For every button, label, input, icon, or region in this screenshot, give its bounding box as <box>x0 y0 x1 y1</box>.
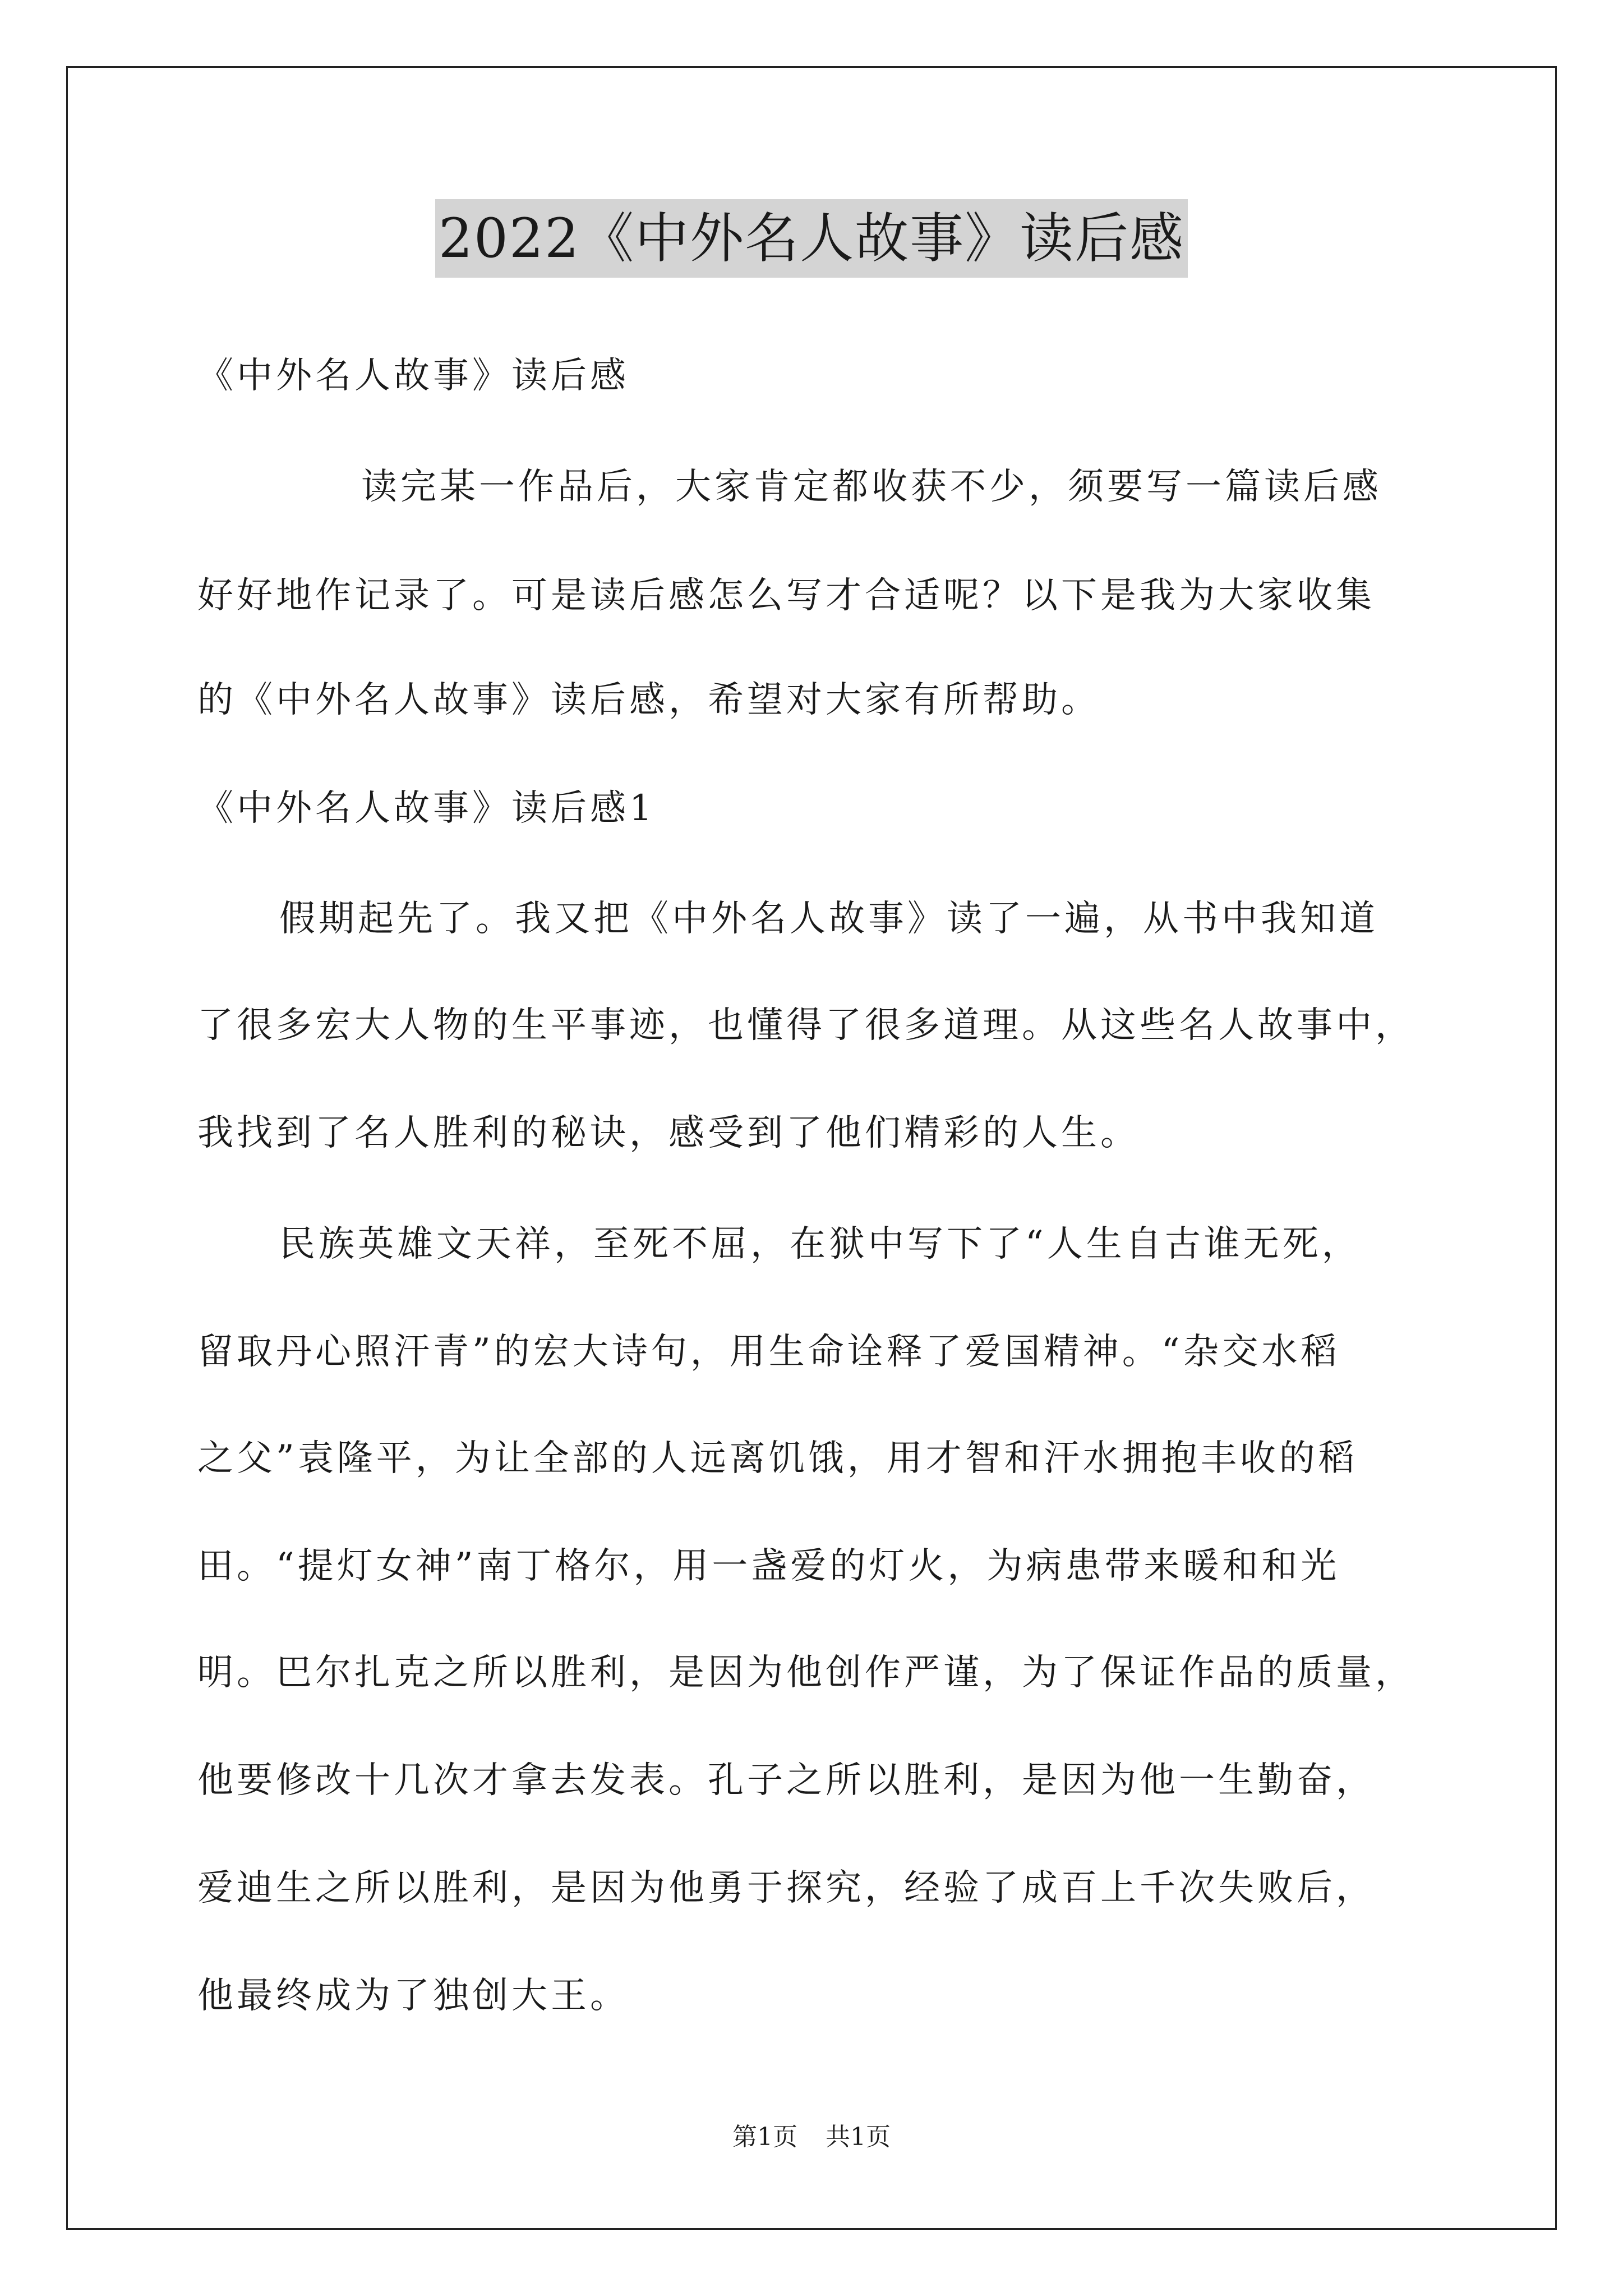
title-container <box>0 199 1623 278</box>
intro-line-3: 的《中外名人故事》读后感，希望对大家有所帮助。 <box>197 679 1100 721</box>
para2-line-3: 之父”袁隆平，为让全部的人远离饥饿，用才智和汗水拥抱丰收的稻 <box>197 1438 1358 1479</box>
heading-1: 《中外名人故事》读后感1 <box>197 788 656 829</box>
document-title: 2022《中外名人故事》读后感 <box>435 199 1188 278</box>
para2-line-4: 田。“提灯女神”南丁格尔，用一盏爱的灯火，为病患带来暖和和光 <box>197 1545 1340 1587</box>
intro-line-1: 读完某一作品后，大家肯定都收获不少，须要写一篇读后感 <box>361 466 1382 508</box>
para2-line-2: 留取丹心照汗青”的宏大诗句，用生命诠释了爱国精神。“杂交水稻 <box>197 1331 1340 1373</box>
page-number-current: 第1页 <box>732 2123 797 2151</box>
page-number-total: 共1页 <box>826 2123 891 2151</box>
para1-line-1: 假期起先了。我又把《中外名人故事》读了一遍，从书中我知道 <box>279 898 1378 940</box>
para2-line-6: 他要修改十几次才拿去发表。孔子之所以胜利，是因为他一生勤奋， <box>197 1760 1375 1801</box>
heading-intro: 《中外名人故事》读后感 <box>197 355 629 397</box>
page-footer <box>0 2120 1623 2154</box>
para2-line-1: 民族英雄文天祥，至死不屈，在狱中写下了“人生自古谁无死， <box>279 1223 1361 1265</box>
para2-line-7: 爱迪生之所以胜利，是因为他勇于探究，经验了成百上千次失败后， <box>197 1867 1375 1909</box>
para2-line-8: 他最终成为了独创大王。 <box>197 1975 629 2017</box>
para1-line-2: 了很多宏大人物的生平事迹，也懂得了很多道理。从这些名人故事中， <box>197 1005 1414 1046</box>
intro-line-2: 好好地作记录了。可是读后感怎么写才合适呢？以下是我为大家收集 <box>197 575 1375 616</box>
para1-line-3: 我找到了名人胜利的秘诀，感受到了他们精彩的人生。 <box>197 1112 1140 1154</box>
para2-line-5: 明。巴尔扎克之所以胜利，是因为他创作严谨，为了保证作品的质量， <box>197 1652 1414 1694</box>
